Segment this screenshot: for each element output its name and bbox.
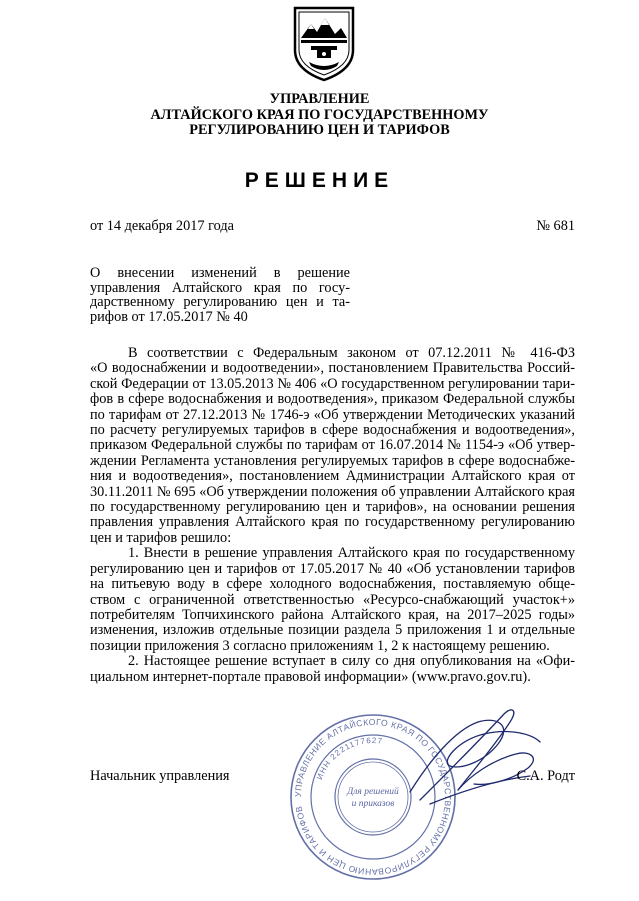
body-line: по расчету регулируемых тарифов в сфере водоснабжения и водоотведения», bbox=[90, 422, 575, 439]
body-line: приказом Федеральной службы по тарифам от 16.07.2014 № 1154-э «Об утвер- bbox=[90, 437, 575, 454]
authority-line: УПРАВЛЕНИЕ bbox=[269, 91, 370, 107]
handwritten-signature bbox=[400, 700, 550, 810]
authority-name bbox=[0, 92, 639, 139]
body-line: на питьевую воду в сфере холодного водоснабжения, поставляемую обще- bbox=[90, 576, 575, 593]
subject-line: дарственному регулированию цен и та- bbox=[90, 294, 350, 310]
body-line: ской Федерации от 13.05.2013 № 406 «О государственном регулировании тари- bbox=[90, 375, 575, 392]
body-line: по государственному регулированию цен и тарифов», на основании решения bbox=[90, 499, 575, 516]
document-subject bbox=[90, 266, 350, 324]
seal-inn-text: ИНН 2221177627 bbox=[315, 735, 384, 782]
subject-line: О внесении изменений в решение bbox=[90, 265, 350, 281]
coat-of-arms-emblem bbox=[289, 4, 359, 84]
seal-outer-text: УПРАВЛЕНИЕ АЛТАЙСКОГО КРАЯ ПО ГОСУДАРСТВЕННОМУ РЕГУЛИРОВАНИЮ ЦЕН И ТАРИФОВ bbox=[292, 716, 454, 878]
body-line: ния и водоотведения», постановлением Администрации Алтайского края от bbox=[90, 468, 575, 485]
body-line: ждении Регламента установления регулируемых тарифов в сфере водоснабже- bbox=[90, 452, 575, 469]
subject-line: управления Алтайского края по госу- bbox=[90, 279, 350, 296]
body-line: регулированию цен и тарифов от 17.05.2017 № 40 «Об установлении тарифов bbox=[90, 560, 575, 577]
document-number: № 681 bbox=[536, 218, 575, 234]
body-line: 2. Настоящее решение вступает в силу со дня опубликования на «Офи- bbox=[128, 653, 575, 670]
seal-center-line: и приказов bbox=[351, 799, 395, 809]
body-line: «О водоснабжении и водоотведении», постановлением Правительства Россий- bbox=[90, 360, 575, 377]
body-line: изменения, изложив отдельные позиции раздела 5 приложения 1 и отдельные bbox=[90, 622, 575, 639]
body-line: ством с ограниченной ответственностью «Ресурсо-снабжающий участок+» bbox=[90, 591, 575, 608]
signatory-name: С.А. Родт bbox=[516, 768, 575, 784]
body-line: В соответствии с Федеральным законом от 07.12.2011 № 416-ФЗ bbox=[128, 345, 575, 361]
authority-line: РЕГУЛИРОВАНИЮ ЦЕН И ТАРИФОВ bbox=[189, 122, 450, 138]
body-line: потребителям Топчихинского района Алтайского края, на 2017–2025 годы» bbox=[90, 606, 575, 623]
subject-line: рифов от 17.05.2017 № 40 bbox=[90, 308, 248, 325]
document-date: от 14 декабря 2017 года bbox=[90, 218, 234, 234]
body-line: 30.11.2011 № 695 «Об утверждении положения об управлении Алтайского края bbox=[90, 483, 575, 500]
document-type-title: РЕШЕНИЕ bbox=[244, 169, 395, 192]
body-line: по тарифам от 27.12.2013 № 1746-э «Об утверждении Методических указаний bbox=[90, 406, 575, 423]
body-line: правления управления Алтайского края по государственному регулированию bbox=[90, 514, 575, 531]
body-line: позиции приложения 3 согласно приложениям 1, 2 к настоящему решению. bbox=[90, 637, 550, 654]
document-body bbox=[90, 346, 575, 685]
body-line: цен и тарифов решило: bbox=[90, 529, 232, 546]
body-line: 1. Внести в решение управления Алтайского края по государственному bbox=[128, 545, 575, 562]
seal-center-line: Для решений bbox=[347, 787, 399, 797]
body-line: фов в сфере водоснабжения и водоотведения», приказом Федеральной службы bbox=[90, 391, 575, 408]
signatory-title: Начальник управления bbox=[90, 768, 230, 784]
body-line: циальном интернет-портале правовой информации» (www.pravo.gov.ru). bbox=[90, 668, 531, 685]
authority-line: АЛТАЙСКОГО КРАЯ ПО ГОСУДАРСТВЕННОМУ bbox=[150, 106, 489, 123]
